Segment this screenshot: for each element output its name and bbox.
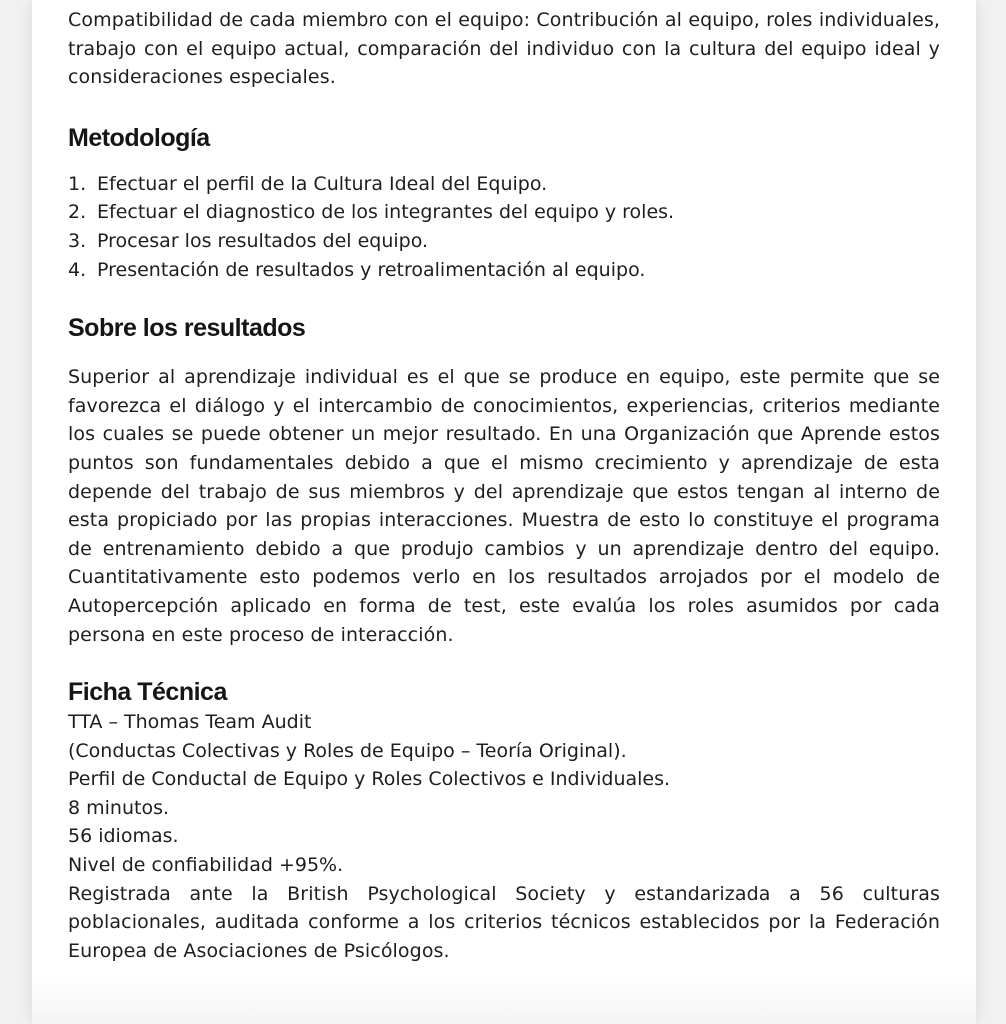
list-item-text: Procesar los resultados del equipo. [97, 229, 429, 252]
ficha-tecnica-details [68, 708, 940, 965]
document-page [32, 0, 976, 1024]
results-paragraph: Superior al aprendizaje individual es el que se produce en equipo, este permite que se favorezca el diálogo y el intercambio de conocimientos, experiencias, criterios mediante los cuales se puede obtener un mejor resultado. En una Organización que Aprende estos puntos son fundamentales debido a que el mismo crecimiento y aprendizaje de esta depende del trabajo de sus miembros y del aprendizaje que estos tengan al interno de esta propiciado por las propias interacciones. Muestra de esto lo constituye el programa de entrenamiento debido a que produjo cambios y un aprendizaje dentro del equipo. Cuantitativamente esto podemos verlo en los resultados arrojados por el modelo de Autopercepción aplicado en forma de test, este evalúa los roles asumidos por cada persona en este proceso de interacción. [68, 366, 940, 646]
methodology-heading: Metodología [68, 123, 210, 152]
list-item [68, 256, 940, 285]
list-item-text: Efectuar el diagnostico de los integrantes del equipo y roles. [97, 201, 675, 224]
methodology-list [68, 170, 940, 284]
document-content [68, 6, 940, 965]
ficha-line-profile: Perfil de Conductal de Equipo y Roles Colectivos e Individuales. [68, 768, 671, 791]
list-item-number: 4. [68, 258, 87, 281]
ficha-line-languages: 56 idiomas. [68, 825, 179, 848]
ficha-line-test-name: TTA – Thomas Team Audit [68, 711, 312, 734]
ficha-tecnica-heading: Ficha Técnica [68, 678, 227, 707]
list-item [68, 198, 940, 227]
list-item-text: Efectuar el perfil de la Cultura Ideal del Equipo. [97, 172, 548, 195]
ficha-line-reliability: Nivel de confiabilidad +95%. [68, 854, 344, 877]
ficha-line-theory: (Conductas Colectivas y Roles de Equipo – Teoría Original). [68, 739, 627, 762]
ficha-closing-paragraph: Registrada ante la British Psychological Society y estandarizada a 56 culturas poblacionales, auditada conforme a los criterios técnicos establecidos por la Federación Europea de Asociaciones de Psicólogos. [68, 882, 940, 962]
ficha-line-duration: 8 minutos. [68, 796, 170, 819]
results-heading: Sobre los resultados [68, 314, 306, 343]
list-item-number: 1. [68, 172, 87, 195]
intro-paragraph: Compatibilidad de cada miembro con el equipo: Contribución al equipo, roles individuales, trabajo con el equipo actual, comparación del individuo con la cultura del equipo ideal y consideraciones especiales. [68, 9, 940, 89]
page-bottom-fade [32, 974, 976, 1024]
list-item [68, 170, 940, 199]
list-item-number: 2. [68, 201, 87, 224]
list-item-number: 3. [68, 229, 87, 252]
list-item [68, 227, 940, 256]
list-item-text: Presentación de resultados y retroalimentación al equipo. [97, 258, 646, 281]
